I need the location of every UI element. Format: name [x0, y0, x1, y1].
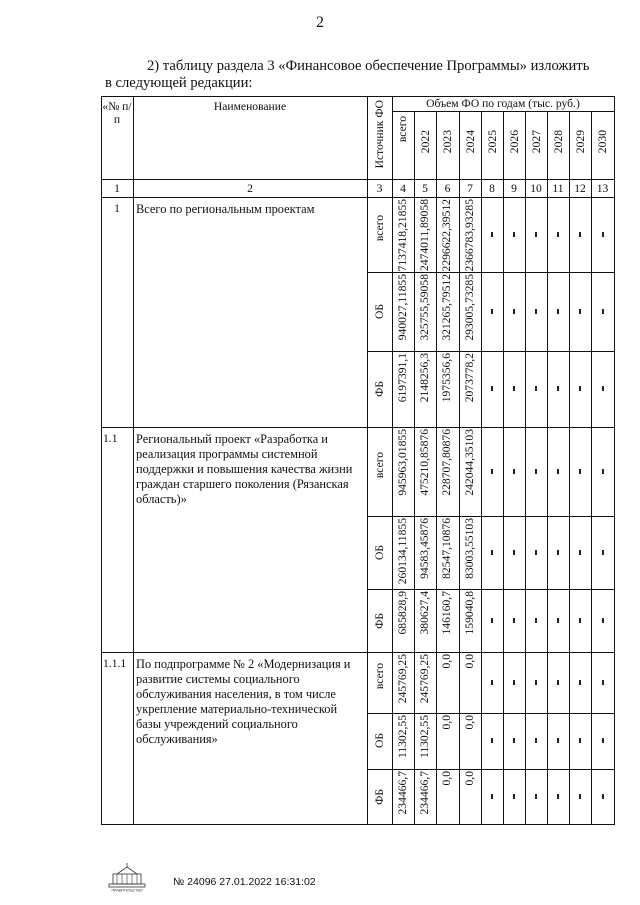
- column-number: 12: [574, 182, 586, 195]
- value-cell: 380627,4: [418, 591, 431, 635]
- empty-value-dash: [557, 232, 559, 237]
- value-cell: 228707,80876: [440, 429, 453, 496]
- table-grid-line: [392, 96, 393, 825]
- empty-value-dash: [602, 794, 604, 799]
- empty-value-dash: [557, 794, 559, 799]
- value-cell: 0,0: [463, 654, 476, 669]
- empty-value-dash: [535, 386, 537, 391]
- empty-value-dash: [602, 386, 604, 391]
- empty-value-dash: [579, 232, 581, 237]
- row-source: ОБ: [373, 303, 386, 319]
- table-grid-line: [569, 111, 570, 825]
- table-grid-line: [133, 96, 134, 825]
- empty-value-dash: [602, 680, 604, 685]
- value-cell: 245769,25: [396, 654, 409, 704]
- row-source: всего: [373, 214, 386, 241]
- value-cell: 293005,73285: [463, 274, 476, 341]
- column-number: 4: [400, 182, 406, 195]
- page-number: 2: [316, 14, 324, 31]
- header-source: Источник ФО: [373, 100, 386, 169]
- empty-value-dash: [535, 232, 537, 237]
- value-cell: 940027,11855: [396, 274, 409, 341]
- empty-value-dash: [602, 469, 604, 474]
- empty-value-dash: [491, 738, 493, 743]
- empty-value-dash: [579, 550, 581, 555]
- empty-value-dash: [579, 738, 581, 743]
- column-number: 7: [467, 182, 473, 195]
- empty-value-dash: [602, 550, 604, 555]
- empty-value-dash: [491, 680, 493, 685]
- table-grid-line: [101, 179, 614, 180]
- value-cell: 146160,7: [440, 591, 453, 635]
- empty-value-dash: [535, 550, 537, 555]
- empty-value-dash: [535, 680, 537, 685]
- header-year: 2030: [596, 130, 609, 154]
- value-cell: 83003,55103: [463, 518, 476, 579]
- empty-value-dash: [513, 738, 515, 743]
- empty-value-dash: [491, 469, 493, 474]
- header-year: 2025: [486, 130, 499, 154]
- registration-stamp: № 24096 27.01.2022 16:31:02: [173, 876, 316, 888]
- empty-value-dash: [602, 309, 604, 314]
- row-source: всего: [373, 451, 386, 478]
- empty-value-dash: [535, 309, 537, 314]
- row-source: ОБ: [373, 733, 386, 749]
- column-number: 1: [114, 182, 120, 195]
- table-grid-line: [101, 652, 614, 653]
- empty-value-dash: [557, 309, 559, 314]
- header-year: 2023: [441, 130, 454, 154]
- header-year: 2028: [552, 130, 565, 154]
- row-source: ФБ: [373, 788, 386, 805]
- value-cell: 2474011,89058: [418, 199, 431, 272]
- table-grid-line: [367, 769, 614, 770]
- government-seal-icon: [103, 862, 151, 892]
- empty-value-dash: [535, 618, 537, 623]
- column-number: 3: [376, 182, 383, 195]
- value-cell: 7137418,21855: [396, 199, 409, 272]
- table-grid-line: [503, 111, 504, 825]
- header-year: 2029: [574, 130, 587, 154]
- value-cell: 0,0: [440, 654, 453, 669]
- empty-value-dash: [491, 618, 493, 623]
- value-cell: 2073778,2: [463, 353, 476, 403]
- table-grid-line: [436, 111, 437, 825]
- empty-value-dash: [557, 469, 559, 474]
- table-grid-line: [101, 96, 102, 825]
- empty-value-dash: [535, 469, 537, 474]
- table-grid-line: [614, 96, 615, 825]
- value-cell: 0,0: [440, 715, 453, 730]
- table-grid-line: [547, 111, 548, 825]
- empty-value-dash: [491, 386, 493, 391]
- value-cell: 321265,79512: [440, 274, 453, 341]
- header-year: 2026: [508, 130, 521, 154]
- empty-value-dash: [491, 232, 493, 237]
- value-cell: 11302,55: [418, 715, 431, 759]
- empty-value-dash: [491, 309, 493, 314]
- table-grid-line: [101, 824, 614, 825]
- column-number: 2: [247, 182, 253, 195]
- header-year: 2024: [464, 130, 477, 154]
- row-source: ФБ: [373, 381, 386, 397]
- column-number: 9: [511, 182, 517, 195]
- table-grid-line: [367, 272, 614, 273]
- empty-value-dash: [513, 232, 515, 237]
- empty-value-dash: [491, 794, 493, 799]
- empty-value-dash: [513, 794, 515, 799]
- empty-value-dash: [513, 386, 515, 391]
- empty-value-dash: [491, 550, 493, 555]
- empty-value-dash: [535, 738, 537, 743]
- header-total: всего: [396, 116, 409, 143]
- table-grid-line: [367, 713, 614, 714]
- row-name: Региональный проект «Разработка и реализация программы системной поддержки и повышения качества жизни граждан старшего поколения (Рязанская область)»: [136, 432, 353, 506]
- table-grid-line: [367, 96, 368, 825]
- value-cell: 2366783,93285: [463, 199, 476, 272]
- value-cell: 6197391,1: [396, 353, 409, 403]
- column-number: 8: [489, 182, 495, 195]
- header-year: 2027: [530, 130, 543, 154]
- empty-value-dash: [513, 680, 515, 685]
- value-cell: 234466,7: [396, 771, 409, 815]
- table-grid-line: [367, 516, 614, 517]
- column-number: 5: [422, 182, 428, 195]
- value-cell: 242044,35103: [463, 429, 476, 496]
- row-name: Всего по региональным проектам: [136, 202, 315, 216]
- empty-value-dash: [535, 794, 537, 799]
- empty-value-dash: [513, 550, 515, 555]
- empty-value-dash: [579, 469, 581, 474]
- value-cell: 1975356,6: [440, 353, 453, 403]
- value-cell: 0,0: [463, 771, 476, 786]
- row-source: всего: [373, 662, 386, 689]
- empty-value-dash: [557, 386, 559, 391]
- column-number: 13: [596, 182, 609, 195]
- table-grid-line: [459, 111, 460, 825]
- value-cell: 245769,25: [418, 654, 431, 704]
- row-name: По подпрограмме № 2 «Модернизация и развитие системы социального обслуживания населения, в том числе укрепление материально-технической базы учреждений социального обслуживания»: [136, 657, 351, 746]
- table-grid-line: [481, 111, 482, 825]
- column-number: 6: [444, 182, 451, 195]
- value-cell: 0,0: [440, 771, 453, 786]
- empty-value-dash: [513, 469, 515, 474]
- value-cell: 82547,10876: [440, 518, 453, 579]
- header-year: 2022: [419, 130, 432, 154]
- table-grid-line: [367, 589, 614, 590]
- column-number: 11: [552, 182, 564, 195]
- value-cell: 0,0: [463, 715, 476, 730]
- value-cell: 2148256,3: [418, 353, 431, 403]
- value-cell: 11302,55: [396, 715, 409, 759]
- value-cell: 159040,8: [463, 591, 476, 635]
- table-grid-line: [525, 111, 526, 825]
- row-number: 1: [114, 202, 120, 215]
- row-number: 1.1.1: [103, 657, 127, 670]
- value-cell: 475210,85876: [418, 429, 431, 496]
- empty-value-dash: [579, 680, 581, 685]
- intro-line-1: 2) таблицу раздела 3 «Финансовое обеспечение Программы» изложить: [147, 58, 590, 74]
- footer: [103, 862, 403, 896]
- empty-value-dash: [557, 738, 559, 743]
- table-grid-line: [392, 111, 614, 112]
- value-cell: 945963,01855: [396, 429, 409, 496]
- header-volume: Объем ФО по годам (тыс. руб.): [426, 97, 580, 110]
- empty-value-dash: [557, 680, 559, 685]
- header-name: Наименование: [213, 100, 287, 113]
- table-grid-line: [101, 427, 614, 428]
- row-number: 1.1: [103, 432, 118, 445]
- row-source: ОБ: [373, 544, 386, 560]
- value-cell: 260134,11855: [396, 518, 409, 585]
- row-source: ФБ: [373, 612, 386, 629]
- empty-value-dash: [557, 618, 559, 623]
- value-cell: 685828,9: [396, 591, 409, 635]
- empty-value-dash: [602, 232, 604, 237]
- table-grid-line: [101, 197, 614, 198]
- table-grid-line: [101, 96, 614, 97]
- table-grid-line: [367, 351, 614, 352]
- svg-text:ПРАВИТЕЛЬСТВО: ПРАВИТЕЛЬСТВО: [111, 888, 143, 892]
- value-cell: 325755,59058: [418, 274, 431, 341]
- empty-value-dash: [579, 309, 581, 314]
- value-cell: 94583,45876: [418, 518, 431, 579]
- column-number: 10: [530, 182, 542, 195]
- value-cell: 2296622,39512: [440, 199, 453, 272]
- table-grid-line: [414, 111, 415, 825]
- empty-value-dash: [602, 738, 604, 743]
- empty-value-dash: [557, 550, 559, 555]
- empty-value-dash: [579, 618, 581, 623]
- empty-value-dash: [579, 386, 581, 391]
- header-num: «№ п/п: [102, 100, 132, 126]
- empty-value-dash: [513, 618, 515, 623]
- empty-value-dash: [513, 309, 515, 314]
- table-grid-line: [591, 111, 592, 825]
- empty-value-dash: [602, 618, 604, 623]
- empty-value-dash: [579, 794, 581, 799]
- value-cell: 234466,7: [418, 771, 431, 815]
- intro-line-2: в следующей редакции:: [105, 75, 253, 91]
